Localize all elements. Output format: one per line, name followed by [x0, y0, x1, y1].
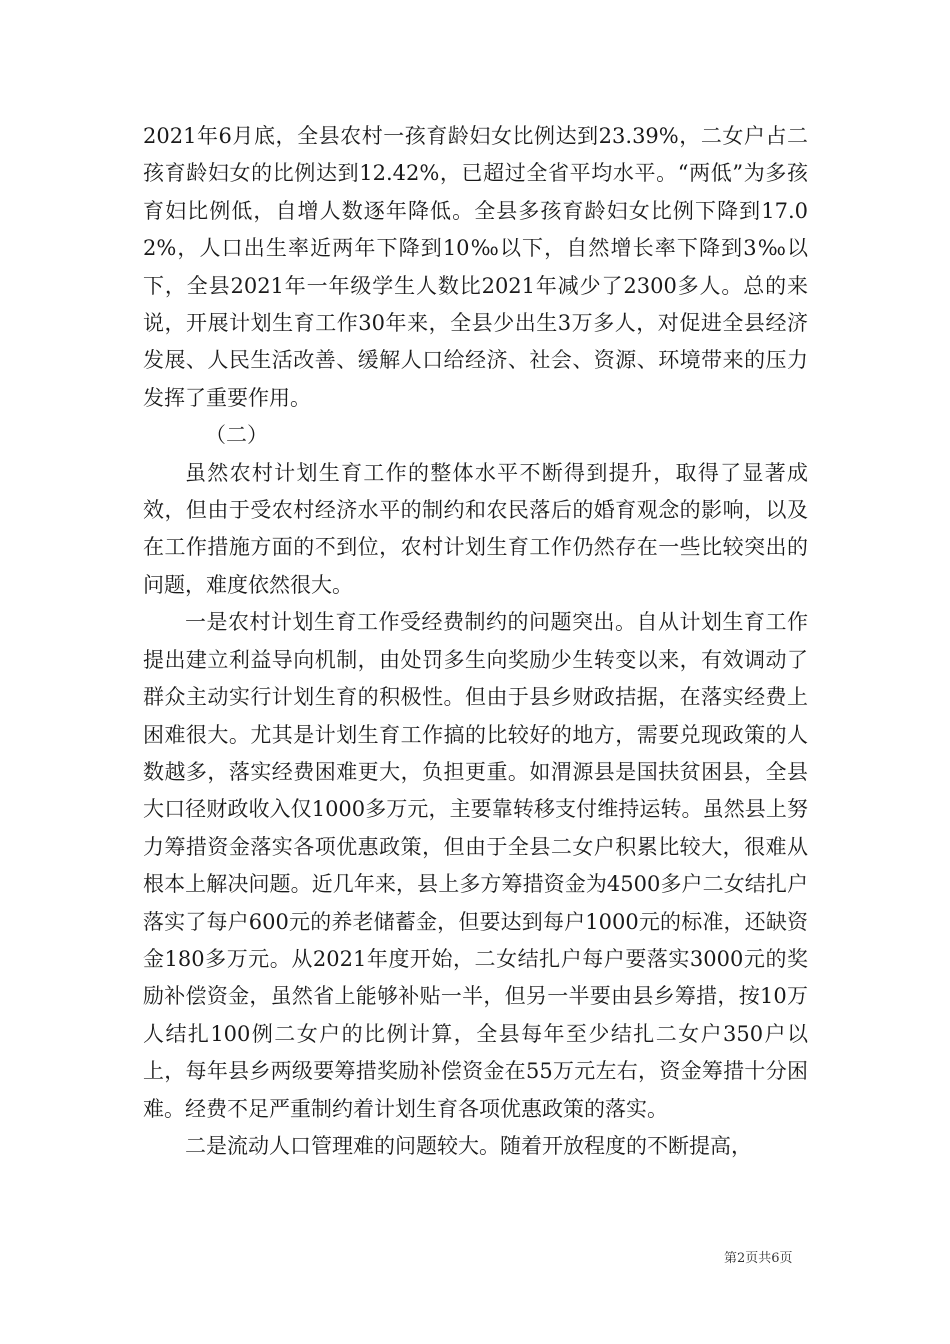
- paragraph-intro: 虽然农村计划生育工作的整体水平不断得到提升，取得了显著成效，但由于受农村经济水平的制约和农民落后的婚育观念的影响，以及在工作措施方面的不到位，农村计划生育工作仍然存在一些比较突出的问题，难度依然很大。: [143, 460, 808, 597]
- paragraph-migrant-population: 二是流动人口管理难的问题较大。随着开放程度的不断提高，: [185, 1133, 752, 1158]
- paragraph-statistics: 2021年6月底，全县农村一孩育龄妇女比例达到23.39%，二女户占二孩育龄妇女的比例达到12.42%，已超过全省平均水平。“两低”为多孩育妇比例低，自增人数逐年降低。全县多孩育龄妇女比例下降到17.02%，人口出生率近两年下降到10‰以下，自然增长率下降到3‰以下，全县2021年一年级学生人数比2021年减少了2300多人。总的来说，开展计划生育工作30年来，全县少出生3万多人，对促进全县经济发展、人民生活改善、缓解人口给经济、社会、资源、环境带来的压力发挥了重要作用。: [143, 124, 808, 410]
- paragraph-funding-problem: 一是农村计划生育工作受经费制约的问题突出。自从计划生育工作提出建立利益导向机制，由处罚多生向奖励少生转变以来，有效调动了群众主动实行计划生育的积极性。但由于县乡财政拮据，在落实经费上困难很大。尤其是计划生育工作搞的比较好的地方，需要兑现政策的人数越多，落实经费困难更大，负担更重。如渭源县是国扶贫困县，全县大口径财政收入仅1000多万元，主要靠转移支付维持运转。虽然县上努力筹措资金落实各项优惠政策，但由于全县二女户积累比较大，很难从根本上解决问题。近几年来，县上多方筹措资金为4500多户二女结扎户落实了每户600元的养老储蓄金，但要达到每户1000元的标准，还缺资金180多万元。从2021年度开始，二女结扎户每户要落实3000元的奖励补偿资金，虽然省上能够补贴一半，但另一半要由县乡筹措，按10万人结扎100例二女户的比例计算，全县每年至少结扎二女户350户以上，每年县乡两级要筹措奖励补偿资金在55万元左右，资金筹措十分困难。经费不足严重制约着计划生育各项优惠政策的落实。: [143, 610, 808, 1121]
- page-number: 第2页共6页: [724, 1251, 793, 1266]
- document-body: [143, 118, 808, 1165]
- section-heading: （二）: [205, 423, 268, 448]
